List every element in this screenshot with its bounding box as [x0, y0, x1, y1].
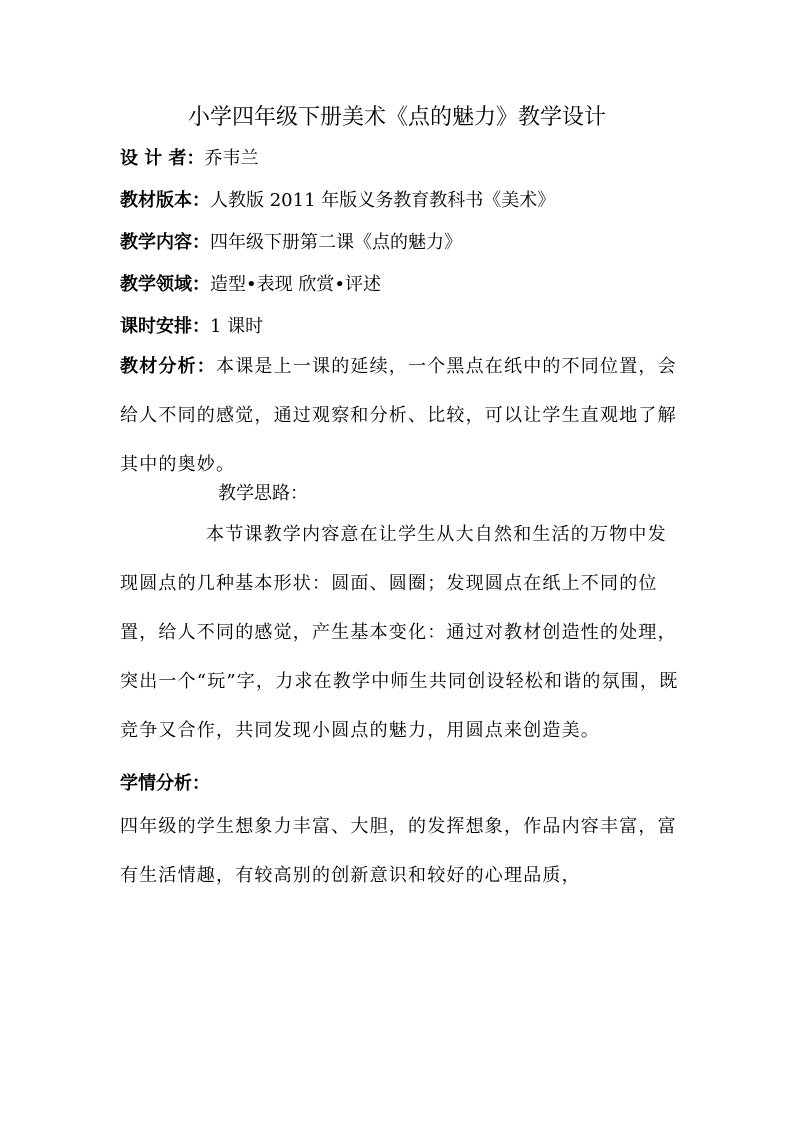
- schedule-label: 课时安排：: [120, 316, 210, 337]
- approach-paragraph: 本节课教学内容意在让学生从大自然和生活的万物中发现圆点的几种基本形状：圆面、圆圈；发现圆点在纸上不同的位置，给人不同的感觉，产生基本变化：通过对教材创造性的处理，突出一个“玩”字，力求在教学中师生共同创设轻松和谐的氛围，既竞争又合作，共同发现小圆点的魅力，用圆点来创造美。: [120, 524, 679, 741]
- edition-value: 人教版 2011 年版义务教育教科书《美术》: [210, 190, 556, 211]
- content-label: 教学内容：: [120, 232, 210, 253]
- content-row: [120, 229, 462, 257]
- analysis-label: 教材分析：: [120, 356, 216, 377]
- content-value: 四年级下册第二课《点的魅力》: [210, 232, 462, 253]
- learner-label: 学情分析：: [120, 773, 210, 794]
- approach-heading: 教学思路：: [218, 483, 308, 504]
- domain-row: [120, 271, 381, 299]
- edition-label: 教材版本：: [120, 190, 210, 211]
- designer-row: [120, 145, 259, 173]
- schedule-value: 1 课时: [210, 316, 264, 337]
- domain-label: 教学领域：: [120, 274, 210, 295]
- edition-row: [120, 187, 555, 215]
- designer-label: 设 计 者：: [120, 148, 205, 169]
- analysis-text: 本课是上一课的延续，一个黑点在纸中的不同位置，会给人不同的感觉，通过观察和分析、比较，可以让学生直观地了解其中的奥妙。: [120, 356, 677, 475]
- domain-value: 造型•表现 欣赏•评述: [210, 274, 381, 295]
- schedule-row: [120, 313, 263, 341]
- analysis-paragraph: [120, 342, 680, 489]
- learner-heading: [120, 770, 210, 798]
- designer-value: 乔韦兰: [204, 148, 259, 169]
- document-title: 小学四年级下册美术《点的魅力》教学设计: [187, 105, 606, 130]
- learner-paragraph: 四年级的学生想象力丰富、大胆，的发挥想象，作品内容丰富，富有生活情趣，有较高别的创新意识和较好的心理品质，: [120, 816, 677, 886]
